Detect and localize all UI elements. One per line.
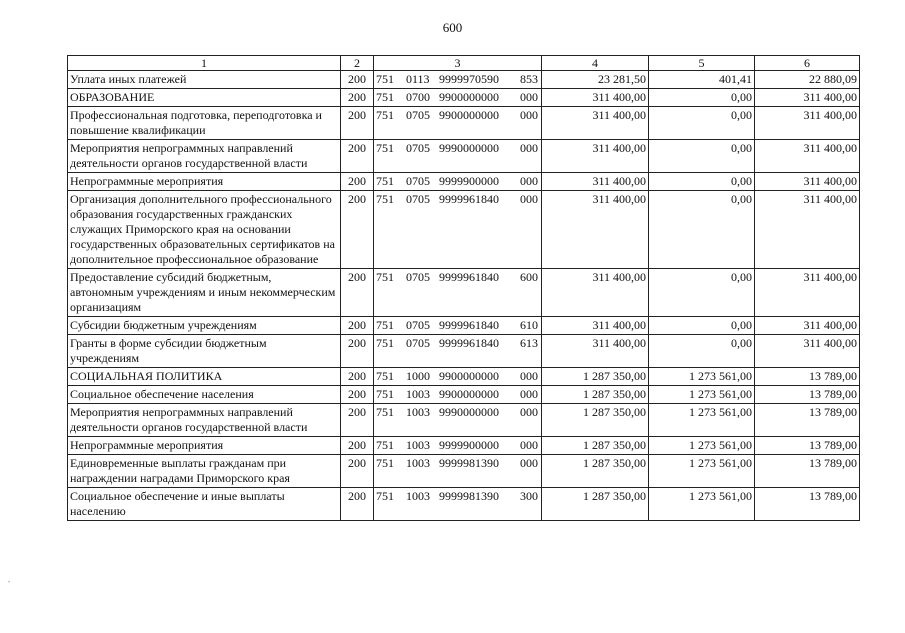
budget-code: [376, 270, 539, 285]
code-expense-type: 000: [520, 192, 538, 206]
code-target-article: 9999900000: [439, 438, 499, 452]
budget-table-body: [68, 56, 860, 521]
row-name: Профессиональная подготовка, переподготовка и повышение квалификации: [68, 107, 341, 140]
code-target-article: 9999961840: [439, 270, 499, 284]
row-col-5-amount: 1 273 561,00: [649, 455, 755, 488]
code-section: 1003: [406, 489, 430, 503]
row-col-6-amount: 311 400,00: [755, 269, 860, 317]
budget-code: [376, 438, 539, 453]
code-ministry: 751: [376, 438, 394, 452]
row-budget-code: [374, 437, 542, 455]
row-col-5-amount: 401,41: [649, 71, 755, 89]
code-section: 0113: [406, 72, 430, 86]
row-budget-code: [374, 488, 542, 521]
code-ministry: 751: [376, 192, 394, 206]
row-col-4-amount: 1 287 350,00: [542, 404, 649, 437]
code-ministry: 751: [376, 141, 394, 155]
row-col-6-amount: 311 400,00: [755, 335, 860, 368]
row-col-4-amount: 311 400,00: [542, 317, 649, 335]
table-row: [68, 368, 860, 386]
table-row: [68, 404, 860, 437]
row-col-2: 200: [341, 386, 374, 404]
budget-code: [376, 489, 539, 504]
code-expense-type: 853: [520, 72, 538, 86]
code-ministry: 751: [376, 318, 394, 332]
row-col-2: 200: [341, 71, 374, 89]
code-ministry: 751: [376, 456, 394, 470]
code-target-article: 9999970590: [439, 72, 499, 86]
code-expense-type: 000: [520, 456, 538, 470]
row-col-5-amount: 1 273 561,00: [649, 368, 755, 386]
row-name: Единовременные выплаты гражданам при награждении наградами Приморского края: [68, 455, 341, 488]
table-row: [68, 107, 860, 140]
code-target-article: 9900000000: [439, 90, 499, 104]
code-section: 0705: [406, 192, 430, 206]
row-col-5-amount: 1 273 561,00: [649, 404, 755, 437]
row-col-2: 200: [341, 335, 374, 368]
column-number-row: [68, 56, 860, 71]
row-col-4-amount: 311 400,00: [542, 335, 649, 368]
code-ministry: 751: [376, 174, 394, 188]
row-col-5-amount: 1 273 561,00: [649, 437, 755, 455]
row-col-6-amount: 311 400,00: [755, 317, 860, 335]
code-section: 0700: [406, 90, 430, 104]
row-col-4-amount: 1 287 350,00: [542, 386, 649, 404]
row-budget-code: [374, 191, 542, 269]
code-section: 0705: [406, 108, 430, 122]
code-section: 1003: [406, 405, 430, 419]
header-col-5: 5: [649, 56, 755, 71]
row-budget-code: [374, 107, 542, 140]
row-budget-code: [374, 404, 542, 437]
code-section: 0705: [406, 270, 430, 284]
budget-code: [376, 369, 539, 384]
code-ministry: 751: [376, 270, 394, 284]
row-budget-code: [374, 71, 542, 89]
table-row: [68, 140, 860, 173]
row-col-4-amount: 23 281,50: [542, 71, 649, 89]
row-col-5-amount: 0,00: [649, 191, 755, 269]
code-expense-type: 000: [520, 108, 538, 122]
row-budget-code: [374, 368, 542, 386]
row-budget-code: [374, 386, 542, 404]
row-name: Мероприятия непрограммных направлений деятельности органов государственной власти: [68, 404, 341, 437]
row-col-6-amount: 311 400,00: [755, 107, 860, 140]
header-col-2: 2: [341, 56, 374, 71]
code-ministry: 751: [376, 387, 394, 401]
code-expense-type: 000: [520, 438, 538, 452]
row-col-2: 200: [341, 455, 374, 488]
row-col-2: 200: [341, 89, 374, 107]
code-expense-type: 000: [520, 141, 538, 155]
row-col-5-amount: 0,00: [649, 317, 755, 335]
row-col-6-amount: 13 789,00: [755, 386, 860, 404]
code-section: 1003: [406, 438, 430, 452]
row-col-4-amount: 311 400,00: [542, 89, 649, 107]
row-col-6-amount: 13 789,00: [755, 404, 860, 437]
row-col-2: 200: [341, 140, 374, 173]
row-budget-code: [374, 140, 542, 173]
code-expense-type: 000: [520, 90, 538, 104]
row-col-2: 200: [341, 317, 374, 335]
row-name: СОЦИАЛЬНАЯ ПОЛИТИКА: [68, 368, 341, 386]
header-col-4: 4: [542, 56, 649, 71]
budget-code: [376, 90, 539, 105]
scan-speck: •: [8, 580, 11, 586]
row-col-4-amount: 311 400,00: [542, 269, 649, 317]
row-col-2: 200: [341, 269, 374, 317]
row-name: Непрограммные мероприятия: [68, 437, 341, 455]
code-target-article: 9999961840: [439, 336, 499, 350]
code-section: 0705: [406, 141, 430, 155]
row-col-6-amount: 13 789,00: [755, 437, 860, 455]
row-col-2: 200: [341, 488, 374, 521]
row-col-6-amount: 13 789,00: [755, 455, 860, 488]
code-section: 1000: [406, 369, 430, 383]
row-col-4-amount: 311 400,00: [542, 107, 649, 140]
code-target-article: 9990000000: [439, 141, 499, 155]
row-col-2: 200: [341, 404, 374, 437]
table-row: [68, 173, 860, 191]
code-section: 1003: [406, 456, 430, 470]
budget-code: [376, 318, 539, 333]
row-budget-code: [374, 455, 542, 488]
row-col-2: 200: [341, 437, 374, 455]
row-name: Непрограммные мероприятия: [68, 173, 341, 191]
row-col-4-amount: 311 400,00: [542, 191, 649, 269]
row-col-6-amount: 22 880,09: [755, 71, 860, 89]
table-row: [68, 89, 860, 107]
code-target-article: 9999961840: [439, 318, 499, 332]
row-name: Уплата иных платежей: [68, 71, 341, 89]
code-ministry: 751: [376, 369, 394, 383]
row-budget-code: [374, 89, 542, 107]
budget-code: [376, 72, 539, 87]
row-col-5-amount: 0,00: [649, 107, 755, 140]
code-expense-type: 610: [520, 318, 538, 332]
row-col-6-amount: 311 400,00: [755, 89, 860, 107]
code-ministry: 751: [376, 405, 394, 419]
table-row: [68, 437, 860, 455]
row-budget-code: [374, 173, 542, 191]
code-ministry: 751: [376, 489, 394, 503]
row-col-4-amount: 311 400,00: [542, 140, 649, 173]
code-target-article: 9999900000: [439, 174, 499, 188]
table-row: [68, 455, 860, 488]
code-ministry: 751: [376, 72, 394, 86]
row-col-5-amount: 0,00: [649, 269, 755, 317]
table-row: [68, 317, 860, 335]
table-row: [68, 335, 860, 368]
row-col-5-amount: 1 273 561,00: [649, 386, 755, 404]
budget-code: [376, 456, 539, 471]
row-name: Субсидии бюджетным учреждениям: [68, 317, 341, 335]
row-col-5-amount: 0,00: [649, 140, 755, 173]
budget-code: [376, 174, 539, 189]
row-name: Гранты в форме субсидии бюджетным учреждениям: [68, 335, 341, 368]
code-expense-type: 600: [520, 270, 538, 284]
table-row: [68, 488, 860, 521]
code-target-article: 9999961840: [439, 192, 499, 206]
row-col-2: 200: [341, 173, 374, 191]
row-col-5-amount: 0,00: [649, 173, 755, 191]
code-expense-type: 000: [520, 387, 538, 401]
row-name: Предоставление субсидий бюджетным, автономным учреждениям и иным некоммерческим организациям: [68, 269, 341, 317]
row-col-6-amount: 13 789,00: [755, 488, 860, 521]
budget-code: [376, 387, 539, 402]
table-row: [68, 71, 860, 89]
row-col-6-amount: 311 400,00: [755, 191, 860, 269]
code-ministry: 751: [376, 108, 394, 122]
budget-code: [376, 108, 539, 123]
code-expense-type: 000: [520, 405, 538, 419]
row-budget-code: [374, 317, 542, 335]
code-section: 0705: [406, 336, 430, 350]
row-col-2: 200: [341, 191, 374, 269]
code-expense-type: 613: [520, 336, 538, 350]
code-target-article: 9999981390: [439, 489, 499, 503]
budget-table: [67, 55, 860, 521]
row-col-4-amount: 1 287 350,00: [542, 368, 649, 386]
row-budget-code: [374, 335, 542, 368]
row-name: ОБРАЗОВАНИЕ: [68, 89, 341, 107]
code-section: 0705: [406, 174, 430, 188]
row-budget-code: [374, 269, 542, 317]
row-name: Мероприятия непрограммных направлений деятельности органов государственной власти: [68, 140, 341, 173]
code-section: 1003: [406, 387, 430, 401]
budget-code: [376, 405, 539, 420]
header-col-3: 3: [374, 56, 542, 71]
row-col-2: 200: [341, 107, 374, 140]
code-section: 0705: [406, 318, 430, 332]
row-col-5-amount: 0,00: [649, 335, 755, 368]
table-row: [68, 269, 860, 317]
row-col-2: 200: [341, 368, 374, 386]
row-name: Организация дополнительного профессионального образования государственных гражданских служащих Приморского края на основании государственных образовательных сертификатов на дополнительное профессиональное образование: [68, 191, 341, 269]
row-col-4-amount: 1 287 350,00: [542, 437, 649, 455]
row-col-4-amount: 1 287 350,00: [542, 488, 649, 521]
header-col-6: 6: [755, 56, 860, 71]
code-expense-type: 000: [520, 369, 538, 383]
code-target-article: 9990000000: [439, 405, 499, 419]
code-target-article: 9900000000: [439, 387, 499, 401]
code-expense-type: 000: [520, 174, 538, 188]
table-row: [68, 191, 860, 269]
code-expense-type: 300: [520, 489, 538, 503]
row-name: Социальное обеспечение населения: [68, 386, 341, 404]
budget-code: [376, 192, 539, 207]
row-col-4-amount: 311 400,00: [542, 173, 649, 191]
row-col-6-amount: 13 789,00: [755, 368, 860, 386]
row-col-4-amount: 1 287 350,00: [542, 455, 649, 488]
code-target-article: 9900000000: [439, 369, 499, 383]
code-ministry: 751: [376, 90, 394, 104]
page-number: 600: [442, 20, 463, 35]
row-col-5-amount: 1 273 561,00: [649, 488, 755, 521]
row-col-5-amount: 0,00: [649, 89, 755, 107]
row-col-6-amount: 311 400,00: [755, 140, 860, 173]
code-ministry: 751: [376, 336, 394, 350]
header-col-1: 1: [68, 56, 341, 71]
budget-code: [376, 141, 539, 156]
code-target-article: 9900000000: [439, 108, 499, 122]
table-row: [68, 386, 860, 404]
row-name: Социальное обеспечение и иные выплаты населению: [68, 488, 341, 521]
row-col-6-amount: 311 400,00: [755, 173, 860, 191]
budget-code: [376, 336, 539, 351]
code-target-article: 9999981390: [439, 456, 499, 470]
